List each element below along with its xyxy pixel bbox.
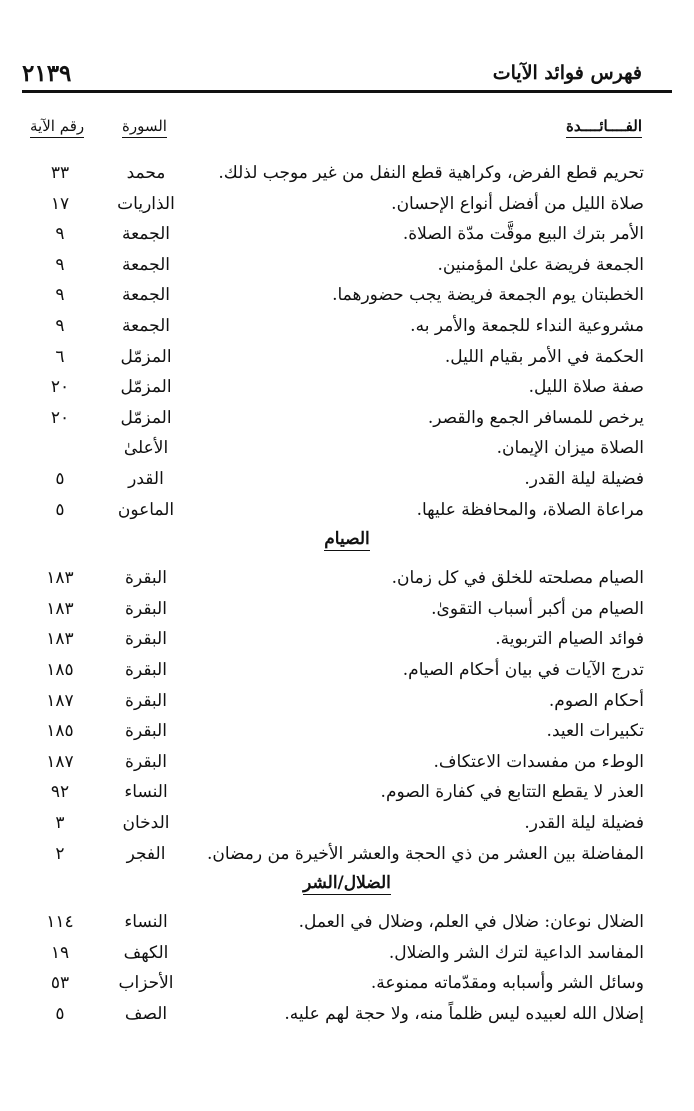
index-row [0, 716, 694, 746]
surah-name: البقرة [125, 568, 167, 589]
verse-number: ١٨٥ [46, 721, 74, 742]
index-row [0, 311, 694, 341]
surah-name: البقرة [125, 721, 167, 742]
index-row [0, 655, 694, 685]
index-row [0, 464, 694, 494]
index-row [0, 968, 694, 998]
verse-number: ٣٣ [50, 163, 70, 183]
fact-text: مراعاة الصلاة، والمحافظة عليها. [416, 499, 644, 520]
fact-text: الضلال نوعان: ضلال في العلم، وضلال في العمل. [298, 912, 644, 933]
surah-name: القدر [128, 469, 164, 489]
verse-number: ١١٤ [46, 912, 74, 933]
fact-text: الحكمة في الأمر بقيام الليل. [444, 346, 644, 367]
verse-number: ١٨٧ [46, 690, 74, 711]
verse-number: ٩ [55, 285, 65, 306]
section-heading: الضلال/الشر [303, 873, 391, 894]
surah-name: الصف [124, 1004, 168, 1024]
index-row [0, 686, 694, 716]
verse-number: ٣ [55, 813, 65, 833]
verse-number: ٥ [55, 1004, 65, 1024]
surah-name: النساء [124, 782, 168, 803]
surah-name: الأحزاب [118, 973, 174, 994]
fact-text: الخطبتان يوم الجمعة فريضة يجب حضورهما. [332, 285, 644, 306]
surah-name: الماعون [117, 499, 175, 520]
index-row [0, 624, 694, 654]
fact-text: فضيلة ليلة القدر. [524, 813, 644, 833]
fact-text: تكبيرات العيد. [546, 721, 644, 742]
index-row [0, 158, 694, 188]
fact-text: الجمعة فريضة علىٰ المؤمنين. [437, 254, 644, 275]
index-row [0, 219, 694, 249]
verse-number: ١٨٥ [46, 660, 74, 680]
surah-name: الجمعة [121, 254, 171, 275]
page-number: ٢١٣٩ [22, 60, 72, 87]
surah-name: البقرة [125, 629, 167, 650]
surah-name: الفجر [126, 843, 166, 864]
index-row [0, 189, 694, 219]
verse-number: ٩ [55, 254, 65, 275]
index-row [0, 250, 694, 280]
section-heading: الصيام [324, 529, 370, 550]
surah-name: البقرة [125, 660, 167, 680]
surah-name: البقرة [125, 598, 167, 619]
fact-text: العذر لا يقطع التتابع في كفارة الصوم. [380, 782, 644, 803]
verse-number: ١٨٣ [46, 629, 74, 650]
surah-name: المزمّل [120, 377, 172, 398]
verse-number: ٩ [55, 316, 65, 336]
verse-number: ١٨٣ [46, 568, 74, 589]
surah-name: الجمعة [121, 224, 171, 245]
page-header-title: فهرس فوائد الآيات [492, 62, 642, 84]
index-row [0, 594, 694, 624]
surah-name: البقرة [125, 690, 167, 711]
fact-text: وسائل الشر وأسبابه ومقدّماته ممنوعة. [370, 973, 644, 994]
fact-text: صلاة الليل من أفضل أنواع الإحسان. [391, 193, 644, 214]
fact-text: فضيلة ليلة القدر. [524, 469, 644, 489]
surah-name: المزمّل [120, 346, 172, 367]
index-row [0, 403, 694, 433]
fact-text: المفاضلة بين العشر من ذي الحجة والعشر الأخيرة من رمضان. [206, 843, 644, 864]
surah-name: الجمعة [121, 316, 171, 336]
column-header-fact: الفــــائــــدة [566, 117, 642, 135]
verse-number: ٥ [55, 469, 65, 489]
verse-number: ٢٠ [50, 407, 70, 428]
surah-name: البقرة [125, 751, 167, 772]
verse-number: ٢ [55, 843, 65, 864]
verse-number: ٥ [55, 499, 65, 520]
verse-number: ١٨٣ [46, 598, 74, 619]
fact-text: الصيام من أكبر أسباب التقوىٰ. [431, 598, 644, 619]
fact-text: يرخص للمسافر الجمع والقصر. [427, 407, 644, 428]
fact-text: الصيام مصلحته للخلق في كل زمان. [391, 568, 644, 589]
fact-text: إضلال الله لعبيده ليس ظلماً منه، ولا حجة لهم عليه. [284, 1004, 644, 1024]
index-row [0, 808, 694, 838]
verse-number: ٢٠ [50, 377, 70, 398]
fact-text: أحكام الصوم. [548, 690, 644, 711]
verse-number: ٩٢ [50, 782, 70, 803]
column-header-surah: السورة [122, 117, 167, 135]
column-header-verse: رقم الآية [30, 117, 84, 135]
index-row [0, 907, 694, 937]
verse-number: ١٨٧ [46, 751, 74, 772]
surah-name: الأعلىٰ [123, 438, 169, 459]
surah-name: محمد [126, 163, 166, 183]
fact-text: الوطء من مفسدات الاعتكاف. [433, 751, 644, 772]
fact-text: صفة صلاة الليل. [528, 377, 644, 398]
fact-text: المفاسد الداعية لترك الشر والضلال. [388, 942, 644, 963]
index-row [0, 342, 694, 372]
fact-text: فوائد الصيام التربوية. [495, 629, 644, 650]
index-row [0, 747, 694, 777]
verse-number: ١٩ [50, 942, 70, 963]
surah-name: النساء [124, 912, 168, 933]
surah-name: الكهف [123, 942, 169, 963]
index-row [0, 777, 694, 807]
verse-number: ٦ [55, 346, 65, 367]
fact-text: تحريم قطع الفرض، وكراهية قطع النفل من غير موجب لذلك. [218, 163, 644, 183]
index-row [0, 280, 694, 310]
index-row [0, 372, 694, 402]
surah-name: الدخان [122, 813, 170, 833]
surah-name: المزمّل [120, 407, 172, 428]
fact-text: الصلاة ميزان الإيمان. [496, 438, 644, 459]
index-row [0, 938, 694, 968]
fact-text: الأمر بترك البيع موقَّت مدّة الصلاة. [402, 224, 644, 245]
surah-name: الذاريات [117, 193, 175, 214]
fact-text: مشروعية النداء للجمعة والأمر به. [410, 316, 644, 336]
fact-text: تدرج الآيات في بيان أحكام الصيام. [402, 660, 644, 680]
surah-name: الجمعة [121, 285, 171, 306]
index-row [0, 433, 694, 463]
index-row [0, 999, 694, 1029]
index-row [0, 563, 694, 593]
index-row [0, 495, 694, 525]
verse-number: ١٧ [50, 193, 70, 214]
verse-number: ٥٣ [50, 973, 70, 994]
index-row [0, 839, 694, 869]
verse-number: ٩ [55, 224, 65, 245]
